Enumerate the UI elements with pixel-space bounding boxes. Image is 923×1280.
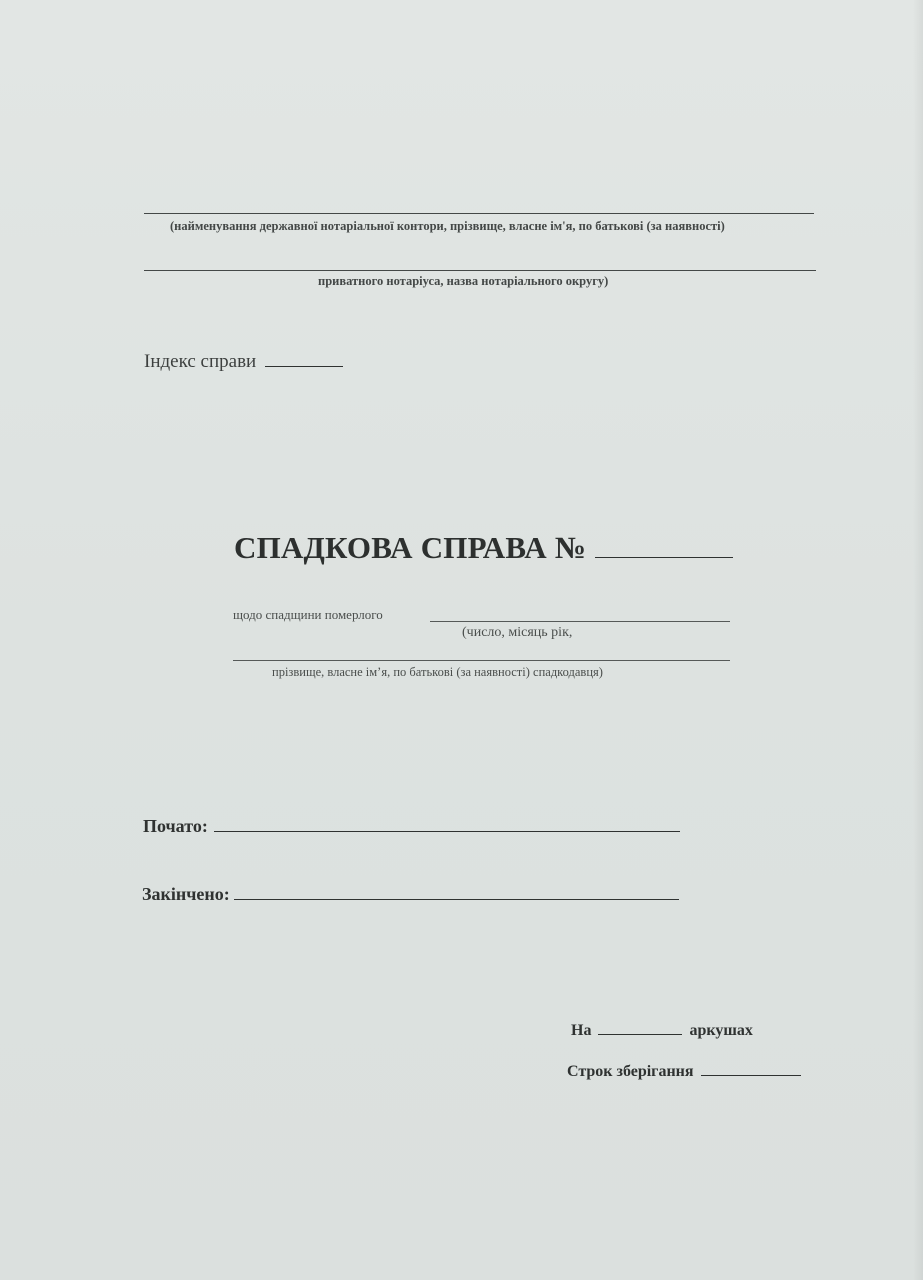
storage-blank[interactable] xyxy=(701,1075,801,1076)
deceased-name-caption: прізвище, власне ім’я, по батькові (за наявності) спадкодавця) xyxy=(272,665,603,679)
notary-district-line[interactable] xyxy=(144,270,816,271)
storage-term xyxy=(567,1063,801,1081)
page-edge-shadow xyxy=(913,0,923,1280)
notary-district-caption: приватного нотаріуса, назва нотаріального округу) xyxy=(318,274,609,288)
notary-office-line[interactable] xyxy=(144,213,814,214)
started-label: Почато: xyxy=(143,816,208,836)
storage-label: Строк зберігання xyxy=(567,1063,694,1080)
sheets-blank[interactable] xyxy=(598,1034,682,1035)
deceased-name-line[interactable] xyxy=(233,660,730,661)
page-title xyxy=(234,530,733,566)
notary-office-caption: (найменування державної нотаріальної контори, прізвище, власне ім'я, по батькові (за наявності) xyxy=(170,219,725,233)
deceased-date-caption: (число, місяць рік, xyxy=(462,625,573,640)
case-number-blank[interactable] xyxy=(595,557,733,558)
case-index xyxy=(144,351,343,373)
case-index-label: Індекс справи xyxy=(144,351,257,372)
sheets-count xyxy=(571,1022,753,1040)
finished-blank[interactable] xyxy=(234,899,679,900)
page-title-text: СПАДКОВА СПРАВА № xyxy=(234,530,587,565)
finished-label: Закінчено: xyxy=(142,884,230,904)
deceased-date-line[interactable] xyxy=(430,621,730,622)
sheets-suffix: аркушах xyxy=(689,1022,753,1039)
deceased-label: щодо спадщини померлого xyxy=(233,607,383,622)
started-field xyxy=(143,816,680,837)
finished-field xyxy=(142,884,679,905)
case-index-blank[interactable] xyxy=(265,366,343,367)
sheets-prefix: На xyxy=(571,1022,592,1039)
started-blank[interactable] xyxy=(214,831,680,832)
